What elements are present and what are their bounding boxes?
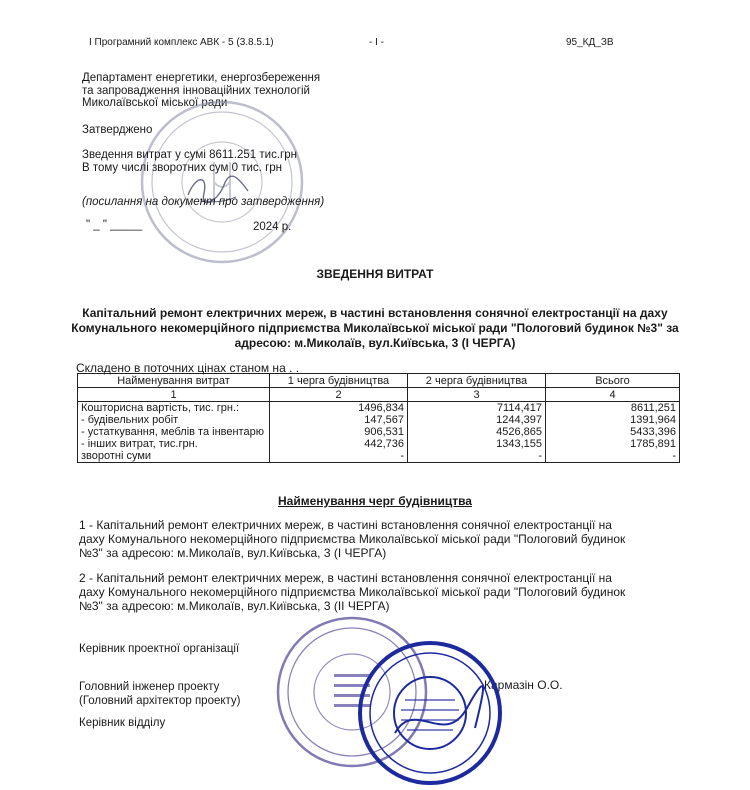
document-title: ЗВЕДЕННЯ ВИТРАТ	[316, 267, 434, 281]
cost-queue2: 1244,397	[408, 414, 546, 426]
approval-returnable: В тому числі зворотних сум 0 тис. грн	[82, 162, 283, 174]
cost-queue2: 7114,417	[408, 402, 546, 415]
table-header-row	[78, 374, 680, 388]
signature-chief-architect: (Головний архітектор проекту)	[79, 695, 241, 707]
cost-total: 1785,891	[546, 438, 680, 450]
cost-queue1: 442,736	[270, 438, 408, 450]
cost-total: 5433,396	[546, 426, 680, 438]
approval-date-blank: " _ " _____	[86, 219, 143, 231]
cost-total: 8611,251	[546, 402, 680, 415]
cost-queue2: -	[408, 450, 546, 463]
column-header-queue1: 1 черга будівництва	[270, 374, 408, 388]
cost-summary-table	[77, 373, 680, 463]
column-header-queue2: 2 черга будівництва	[408, 374, 546, 388]
column-header-total: Всього	[546, 374, 680, 388]
cost-total: -	[546, 450, 680, 463]
document-subtitle: Капітальний ремонт електричних мереж, в частині встановлення сонячної електростанції на даху Комунального некомерційного підприємства Миколаївської міської ради "Пологовий будинок №3" за адресою: м.Миколаїв, вул.Київська, 3 (І ЧЕРГА)	[71, 306, 679, 350]
table-row	[78, 438, 680, 450]
queues-title: Найменування черг будівництва	[278, 494, 472, 508]
document-code: 95_КД_ЗВ	[566, 37, 614, 48]
table-row	[78, 426, 680, 438]
index-cell: 3	[408, 388, 546, 402]
index-cell: 1	[78, 388, 270, 402]
cost-name: - устаткування, меблів та інвентарю	[78, 426, 270, 438]
electronic-signature-stamp	[355, 638, 505, 788]
table-row	[78, 414, 680, 426]
cost-name: зворотні суми	[78, 450, 270, 463]
signature-dept-head: Керівник відділу	[79, 717, 166, 729]
composed-note: Складено в поточних цінах станом на . .	[76, 361, 300, 375]
cost-name: Кошторисна вартість, тис. грн.:	[78, 402, 270, 415]
cost-name: - будівельних робіт	[78, 414, 270, 426]
program-name: І Програмний комплекс АВК - 5 (3.8.5.1)	[89, 37, 274, 48]
approval-year: 2024 р.	[253, 221, 292, 233]
page-number: - І -	[369, 37, 384, 48]
approval-reference: (посилання на документ про затвердження)	[82, 196, 325, 208]
table-index-row	[78, 388, 680, 402]
approval-total: Зведення витрат у сумі 8611.251 тис.грн	[82, 149, 297, 161]
department-line: Миколаївської міської ради	[82, 97, 228, 109]
cost-queue1: 906,531	[270, 426, 408, 438]
cost-name: - інших витрат, тис.грн.	[78, 438, 270, 450]
cost-queue1: 147,567	[270, 414, 408, 426]
signature-chief-engineer: Головний інженер проекту	[79, 681, 220, 693]
table-row	[78, 402, 680, 415]
cost-total: 1391,964	[546, 414, 680, 426]
cost-queue2: 4526,865	[408, 426, 546, 438]
index-cell: 4	[546, 388, 680, 402]
department-line: Департамент енергетики, енергозбереження	[82, 72, 321, 84]
engineer-name: Кармазін О.О.	[484, 678, 563, 692]
signature-project-org-head: Керівник проектної організації	[79, 643, 240, 655]
index-cell: 2	[270, 388, 408, 402]
department-line: та запровадження інноваційних технологій	[82, 84, 310, 97]
queue-item: 1 - Капітальний ремонт електричних мереж, в частині встановлення сонячної електростанції на даху Комунального некомерційного підприємства Миколаївської міської ради "Пологовий будинок №3" за адресою: м.Миколаїв, вул.Київська, 3 (І ЧЕРГА)	[79, 518, 626, 560]
column-header-name: Найменування витрат	[78, 374, 270, 388]
cost-queue1: -	[270, 450, 408, 463]
queue-item: 2 - Капітальний ремонт електричних мереж, в частині встановлення сонячної електростанції на даху Комунального некомерційного підприємства Миколаївської міської ради "Пологовий будинок №3" за адресою: м.Миколаїв, вул.Київська, 3 (ІІ ЧЕРГА)	[79, 571, 626, 613]
table-row	[78, 450, 680, 463]
approved-label: Затверджено	[82, 124, 153, 136]
cost-queue2: 1343,155	[408, 438, 546, 450]
cost-queue1: 1496,834	[270, 402, 408, 415]
